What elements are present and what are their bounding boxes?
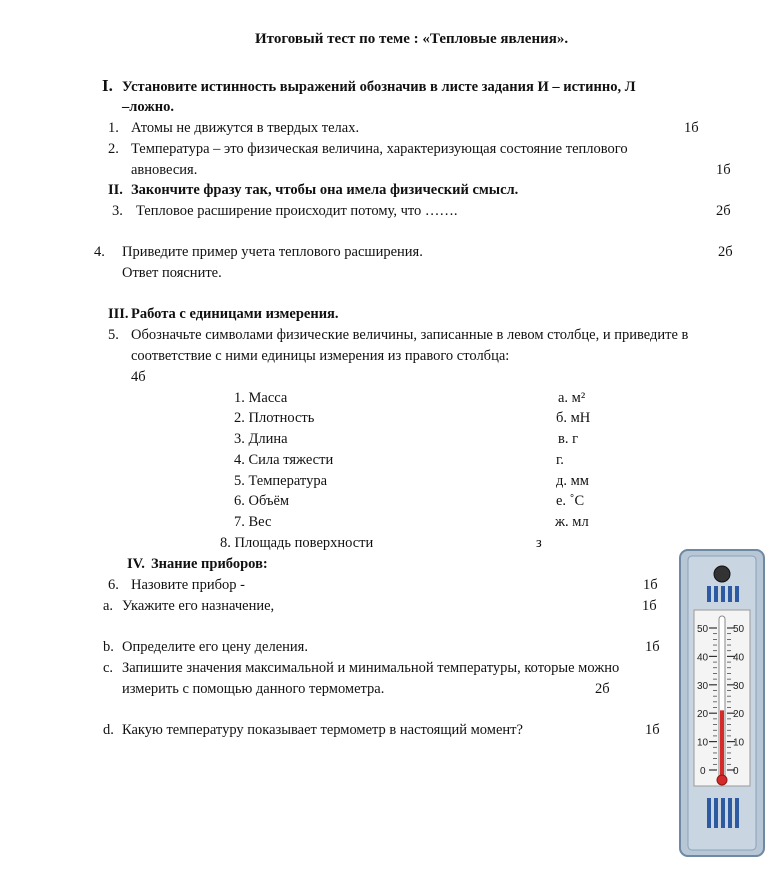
scale-label-left: 40 <box>697 652 709 664</box>
scale-label-left: 10 <box>697 737 709 749</box>
unit-item: е. ˚С <box>556 493 585 509</box>
section-3-heading: Работа с единицами измерения. <box>131 306 339 322</box>
scale-label-right: 30 <box>733 680 745 692</box>
q6c-text-cont: измерить с помощью данного термометра. <box>122 681 385 697</box>
q4-score: 2б <box>718 244 733 260</box>
q1-text: Атомы не движутся в твердых телах. <box>131 120 360 136</box>
quantity-item: 7. Вес <box>234 514 272 530</box>
section-4-heading: Знание приборов: <box>151 556 268 572</box>
quantity-item: 2. Плотность <box>234 410 315 426</box>
q6b-letter: b. <box>103 639 114 655</box>
quantity-item: 5. Температура <box>234 473 328 489</box>
q6d-score: 1б <box>645 722 660 738</box>
section-1-roman: I. <box>102 76 113 95</box>
unit-item: в. г <box>558 431 579 447</box>
quantity-item: 3. Длина <box>234 431 288 447</box>
quantity-item: 6. Объём <box>234 493 290 509</box>
unit-item: д. мм <box>556 473 589 489</box>
quantity-item: 8. Площадь поверхности <box>220 535 374 551</box>
section-1-heading-cont: –ложно. <box>122 99 175 115</box>
q1-number: 1. <box>108 120 119 136</box>
q4-text-cont: Ответ поясните. <box>122 265 222 281</box>
scale-label-right: 50 <box>733 624 745 635</box>
section-2-heading: Закончите фразу так, чтобы она имела физический смысл. <box>131 182 519 198</box>
scale-label-left: 30 <box>697 680 709 692</box>
q6-text: Назовите прибор - <box>131 577 245 593</box>
hang-hole-icon <box>714 566 730 582</box>
q3-number: 3. <box>112 203 123 219</box>
unit-item: г. <box>556 452 564 468</box>
q6a-score: 1б <box>642 598 657 614</box>
quantity-item: 1. Масса <box>234 390 288 406</box>
scale-label-right: 10 <box>733 737 745 749</box>
q6a-text: Укажите его назначение, <box>122 598 275 614</box>
scale-label-right: 40 <box>733 652 745 664</box>
scale-label-left: 0 <box>700 766 706 777</box>
scale-label-left: 20 <box>697 709 709 721</box>
unit-item: а. м² <box>558 390 586 406</box>
q1-score: 1б <box>684 120 699 136</box>
q6c-score: 2б <box>595 681 610 697</box>
unit-item: з <box>536 535 542 551</box>
q6-number: 6. <box>108 577 119 593</box>
q5-text: Обозначьте символами физические величины, записанные в левом столбце, и приведите в <box>131 327 689 343</box>
q5-number: 5. <box>108 327 119 343</box>
section-3-roman: III. <box>108 306 129 322</box>
scale-label-right: 0 <box>733 766 739 777</box>
q6c-text: Запишите значения максимальной и минимальной температуры, которые можно <box>122 660 620 676</box>
section-1-heading: Установите истинность выражений обозначив в листе задания И – истинно, Л <box>122 79 636 95</box>
q3-score: 2б <box>716 203 731 219</box>
q3-text: Тепловое расширение происходит потому, что ……. <box>136 203 458 219</box>
q2-score: 1б <box>716 162 731 178</box>
q6-score: 1б <box>643 577 658 593</box>
q6d-letter: d. <box>103 722 114 738</box>
q2-text-cont: авновесия. <box>131 162 198 178</box>
thermometer-bulb <box>717 775 727 785</box>
unit-item: ж. мл <box>555 514 589 530</box>
unit-item: б. мН <box>556 410 591 426</box>
q4-text: Приведите пример учета теплового расширения. <box>122 244 423 260</box>
thermometer-liquid <box>720 710 724 778</box>
q6a-letter: a. <box>103 598 114 614</box>
section-4-roman: IV. <box>127 556 145 572</box>
q2-text: Температура – это физическая величина, характеризующая состояние теплового <box>131 141 628 157</box>
thermometer-image <box>678 548 766 858</box>
q5-text-cont: соответствие с ними единицы измерения из правого столбца: <box>131 348 510 364</box>
q5-score: 4б <box>131 369 146 385</box>
q2-number: 2. <box>108 141 119 157</box>
section-2-roman: II. <box>108 182 123 198</box>
q6b-score: 1б <box>645 639 660 655</box>
scale-label-right: 20 <box>733 709 745 721</box>
page-title: Итоговый тест по теме : «Тепловые явления». <box>255 31 569 47</box>
q4-number: 4. <box>94 244 105 260</box>
scale-label-left: 50 <box>697 624 709 635</box>
quantity-item: 4. Сила тяжести <box>234 452 334 468</box>
q6c-letter: c. <box>103 660 114 676</box>
q6b-text: Определите его цену деления. <box>122 639 308 655</box>
q6d-text: Какую температуру показывает термометр в настоящий момент? <box>122 722 523 738</box>
